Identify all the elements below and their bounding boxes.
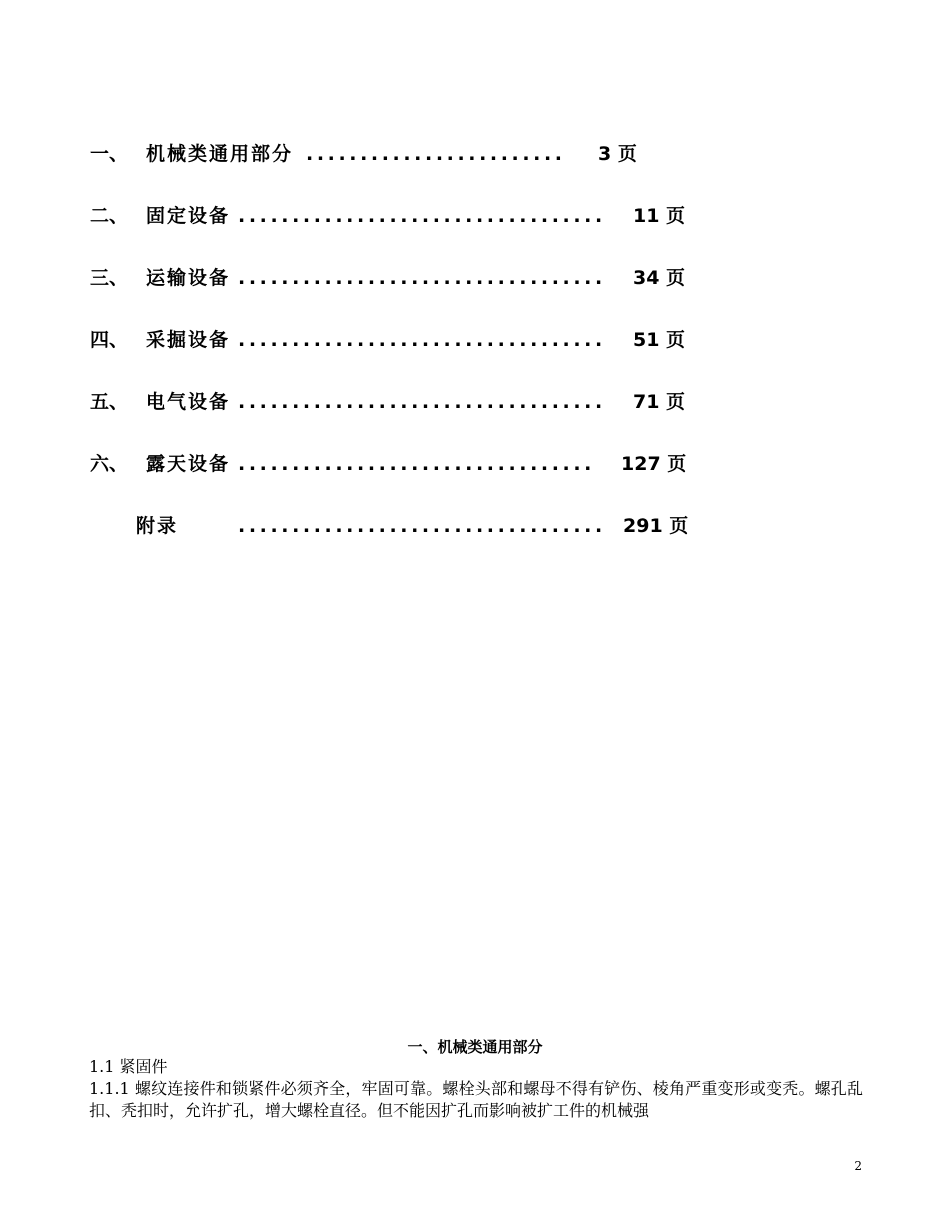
toc-entry-number: 二、 (90, 205, 129, 227)
toc-entry-page: 51 页 (633, 329, 686, 351)
toc-leader-dots: ........................ (306, 143, 566, 165)
toc-entry-page: 127 页 (621, 453, 687, 475)
toc-entry-number: 六、 (90, 453, 129, 475)
toc-entry-page: 11 页 (633, 205, 686, 227)
toc-entry-page: 71 页 (633, 391, 686, 413)
toc-leader-dots: .................................. (238, 329, 606, 351)
toc-entry-number: 四、 (90, 329, 129, 351)
toc-leader-dots: .................................. (238, 205, 606, 227)
toc-entry-number: 三、 (90, 267, 129, 289)
toc-entry-title: 电气设备 (146, 391, 231, 413)
toc-entry-page: 291 页 (623, 515, 689, 537)
toc-entry-page: 3 页 (598, 143, 637, 165)
toc-entry-title: 固定设备 (146, 205, 231, 227)
toc-entry-title: 机械类通用部分 (146, 143, 294, 165)
toc-leader-dots: ................................. (238, 453, 595, 475)
section-heading: 一、机械类通用部分 (407, 1038, 543, 1056)
toc-leader-dots: .................................. (238, 391, 606, 413)
toc-entry-title: 采掘设备 (146, 329, 231, 351)
toc-entry-number: 一、 (90, 143, 129, 165)
toc-entry-page: 34 页 (633, 267, 686, 289)
toc-leader-dots: .................................. (238, 515, 606, 537)
toc-entry-number: 五、 (90, 391, 129, 413)
page-number: 2 (854, 1159, 862, 1173)
body-paragraph: 1.1.1 螺纹连接件和锁紧件必须齐全，牢固可靠。螺栓头部和螺母不得有铲伤、棱角严重变形或变秃。螺孔乱扣、秃扣时，允许扩孔，增大螺栓直径。但不能因扩孔而影响被扩工件的机械强 (89, 1079, 863, 1120)
subsection-heading: 1.1 紧固件 (89, 1057, 168, 1076)
toc-entry-title: 露天设备 (146, 453, 231, 475)
toc-entry-title: 附录 (136, 515, 179, 537)
toc-entry-title: 运输设备 (146, 267, 231, 289)
toc-leader-dots: .................................. (238, 267, 606, 289)
